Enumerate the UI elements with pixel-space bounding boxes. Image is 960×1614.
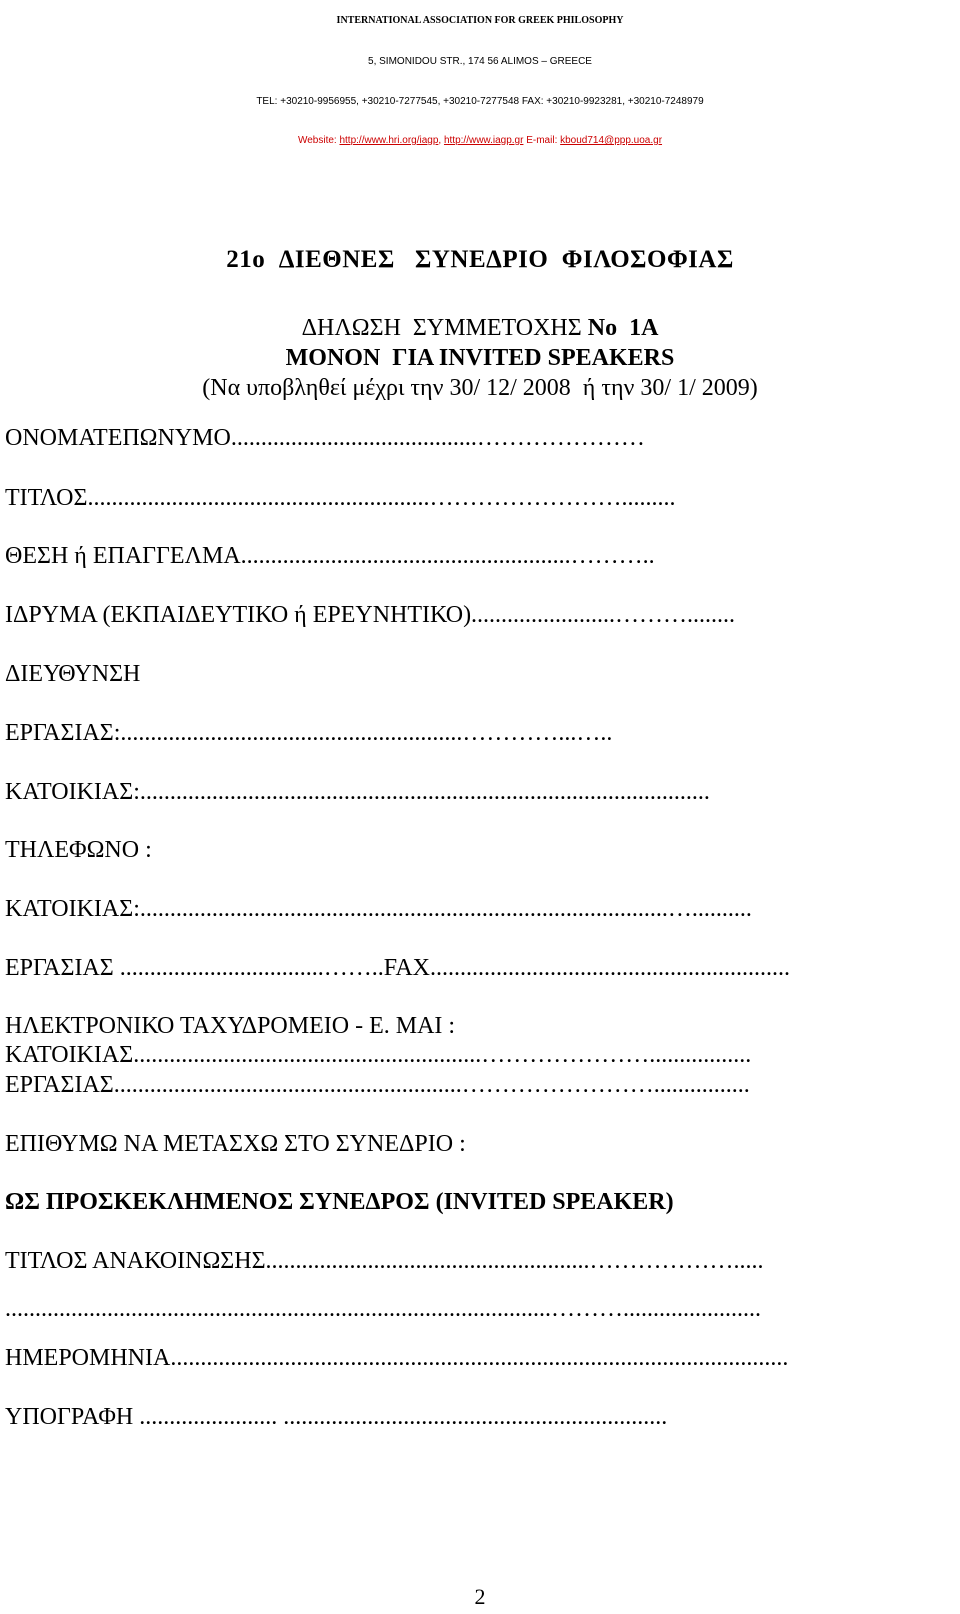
field-talk-title[interactable]: ΤΙΤΛΟΣ ΑΝΑΚΟΙΝΩΣΗΣ......................................................………………..... (5, 1248, 764, 1274)
field-address-work[interactable]: ΕΡΓΑΣΙΑΣ:.........................................................…………...….. (5, 720, 613, 746)
field-email-home[interactable]: ΚΑΤΟΙΚΙΑΣ..........................................................…………………................. (5, 1042, 752, 1068)
participation-heading: ΕΠΙΘΥΜΩ ΝΑ ΜΕΤΑΣΧΩ ΣΤΟ ΣΥΝΕΔΡΙΟ : (5, 1131, 466, 1157)
website-link-hri[interactable]: http://www.hri.org/iagp (339, 135, 439, 146)
invited-speakers-only: ΜΟΝΟΝ ΓΙΑ INVITED SPEAKERS (285, 345, 675, 371)
field-date[interactable]: ΗΜΕΡΟΜΗΝΙΑ....................................................................................................... (5, 1345, 789, 1371)
field-email-work[interactable]: ΕΡΓΑΣΙΑΣ..........................................................……………………................ (5, 1072, 750, 1098)
organization-contact: TEL: +30210-9956955, +30210-7277545, +30210-7277548 FAX: +30210-9923281, +30210-7248979 (256, 96, 704, 107)
declaration-number-line (0, 313, 960, 343)
declaration-label: ΔΗΛΩΣΗ ΣΥΜΜΕΤΟΧΗΣ (301, 315, 588, 341)
declaration-number: No 1A (587, 315, 659, 341)
field-phone-work-fax[interactable]: ΕΡΓΑΣΙΑΣ ..................................……..FAX............................................................ (5, 955, 790, 981)
email-link[interactable]: kboud714@ppp.uoa.gr (560, 135, 663, 146)
field-fullname[interactable]: ΟΝΟΜΑΤΕΠΩΝΥΜΟ.........................................………………… (5, 425, 645, 451)
letterhead (0, 0, 960, 160)
organization-address: 5, SIMONIDOU STR., 174 56 ALIMOS – GREECE (368, 56, 592, 67)
field-signature[interactable]: ΥΠΟΓΡΑΦΗ ....................... ................................................................ (5, 1404, 668, 1430)
email-label: E-mail: (523, 135, 561, 146)
field-position[interactable]: ΘΕΣΗ ή ΕΠΑΓΓΕΛΜΑ.......................................................……….. (5, 543, 655, 569)
organization-name: INTERNATIONAL ASSOCIATION FOR GREEK PHILOSOPHY (336, 15, 624, 26)
address-heading: ΔΙΕΥΘΥΝΣΗ (5, 661, 141, 687)
declaration-heading (0, 313, 960, 403)
email-heading: ΗΛΕΚΤΡΟΝΙΚΟ ΤΑΧΥΔΡΟΜΕΙΟ - Ε. ΜΑΙ : (5, 1013, 456, 1039)
field-institution[interactable]: ΙΔΡΥΜΑ (ΕΚΠΑΙΔΕΥΤΙΚΟ ή ΕΡΕΥΝΗΤΙΚΟ)........................………........ (5, 602, 736, 628)
field-phone-home[interactable]: ΚΑΤΟΙΚΙΑΣ:........................................................................................….......... (5, 896, 752, 922)
submission-deadline: (Να υποβληθεί μέχρι την 30/ 12/ 2008 ή την 30/ 1/ 2009) (202, 375, 758, 401)
page-number: 2 (474, 1584, 486, 1609)
phone-heading: ΤΗΛΕΦΩΝΟ : (5, 837, 152, 863)
website-line (0, 121, 960, 160)
link-separator: , (438, 135, 444, 146)
website-link-iagp[interactable]: http://www.iagp.gr (443, 135, 524, 146)
field-address-home[interactable]: ΚΑΤΟΙΚΙΑΣ:............................................................................................... (5, 779, 710, 805)
website-label: Website: (297, 135, 340, 146)
invited-speaker-option: ΩΣ ΠΡΟΣΚΕΚΛΗΜΕΝΟΣ ΣΥΝΕΔΡΟΣ (INVITED SPEAKER) (5, 1189, 674, 1215)
field-title[interactable]: ΤΙΤΛΟΣ.........................................................……………………......... (5, 485, 676, 511)
field-talk-title-continued[interactable]: ...........................................................................................………....................... (5, 1296, 761, 1322)
conference-title: 21o ΔΙΕΘΝΕΣ ΣΥΝΕΔΡΙΟ ΦΙΛΟΣΟΦΙΑΣ (226, 246, 734, 273)
